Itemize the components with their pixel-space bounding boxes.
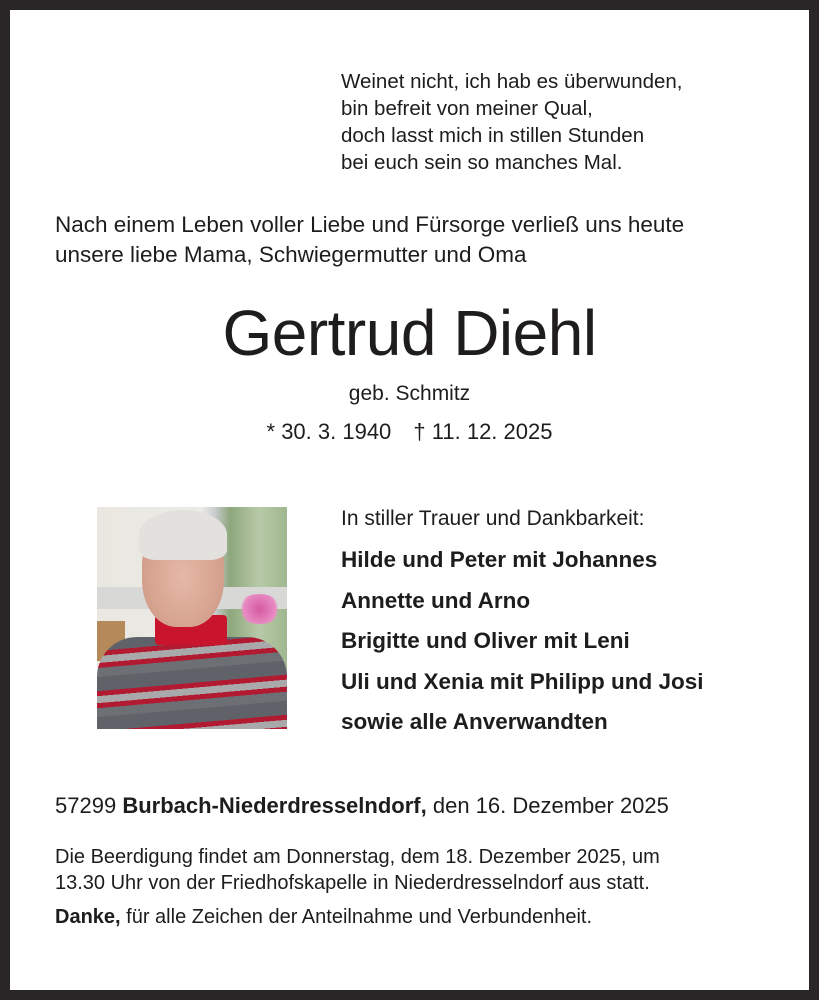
portrait-photo <box>97 507 287 729</box>
thanks-rest: für alle Zeichen der Anteilnahme und Verbundenheit. <box>126 906 593 928</box>
mourner: Uli und Xenia mit Philipp und Josi <box>341 668 704 694</box>
mourner: Brigitte und Oliver mit Leni <box>341 628 630 653</box>
death-date: † 11. 12. 2025 <box>413 419 553 444</box>
zip: 57299 <box>55 793 117 818</box>
mourner: sowie alle Anverwandten <box>341 709 608 734</box>
funeral-info <box>55 844 660 896</box>
thanks-text <box>55 906 592 929</box>
intro-line: Nach einem Leben voller Liebe und Fürsorge verließ uns heute <box>55 212 685 237</box>
poem-line: doch lasst mich in stillen Stunden <box>341 124 645 147</box>
mourners-list <box>341 540 704 743</box>
life-dates <box>10 419 809 445</box>
funeral-line: Die Beerdigung findet am Donnerstag, dem 18. Dezember 2025, um <box>55 846 660 868</box>
poem-line: Weinet nicht, ich hab es überwunden, <box>341 70 683 93</box>
poem-line: bin befreit von meiner Qual, <box>341 97 593 120</box>
birth-name: geb. Schmitz <box>348 382 471 405</box>
birth-date: * 30. 3. 1940 <box>266 419 392 444</box>
deceased-name: Gertrud Diehl <box>222 297 597 369</box>
place-date <box>55 793 669 819</box>
mourners-intro: In stiller Trauer und Dankbarkeit: <box>341 507 645 530</box>
mourner: Annette und Arno <box>341 587 531 613</box>
obituary-notice <box>10 10 809 990</box>
date: den 16. Dezember 2025 <box>432 793 669 818</box>
poem <box>341 68 683 176</box>
intro-text <box>55 210 684 270</box>
town: Burbach-Niederdresselndorf, <box>122 793 427 818</box>
mourner: Hilde und Peter mit Johannes <box>341 547 658 572</box>
funeral-line: 13.30 Uhr von der Friedhofskapelle in Niederdresselndorf aus statt. <box>55 872 650 894</box>
thanks-bold: Danke, <box>55 906 121 928</box>
poem-line: bei euch sein so manches Mal. <box>341 151 623 174</box>
intro-line: unsere liebe Mama, Schwiegermutter und Oma <box>55 242 527 267</box>
